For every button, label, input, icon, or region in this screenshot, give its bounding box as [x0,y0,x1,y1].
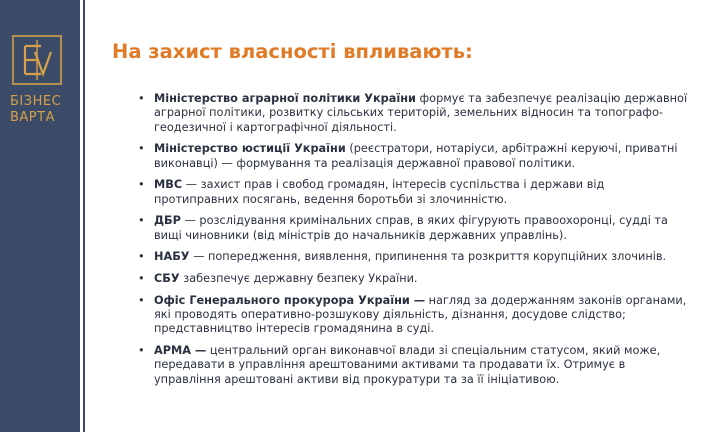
bullet-icon: • [138,92,145,105]
item-text: — попередження, виявлення, припинення та розкриття корупційних злочинів. [189,250,667,264]
bullet-icon: • [138,344,145,357]
bullet-icon: • [138,293,145,307]
list-item [132,214,692,243]
item-bold: ДБР [154,214,181,228]
item-bold: Міністерство аграрної політики України [154,92,416,105]
item-text: центральний орган виконавчої влади зі спеціальним статусом, який може, передавати в управління арештованими активами та продавати їх. Отримує в управління арештовані активи від прокуратури та за її ініціативою. [154,344,661,386]
list-item [132,142,692,171]
bullet-icon: • [138,272,145,285]
item-text: нагляд за додержанням законів органами, які проводять оперативно-розшукову діяльність, дізнання, досудове слідство; представництво інтересів громадянина в суді. [154,293,687,336]
item-bold: Офіс Генерального прокурора України — [154,293,426,307]
bv-logo-icon [11,34,63,86]
item-text: (реєстратори, нотаріуси, арбітражні керуючі, приватні виконавці) — формування та реалізація державної правової політики. [154,142,678,170]
item-bold: МВС [154,178,183,192]
list-item [132,92,692,135]
item-bold: АРМА — [154,344,207,357]
item-bold: Міністерство юстиції України [154,142,346,156]
list-item [132,344,692,387]
list-item [132,294,692,337]
list-item [132,250,692,264]
bullet-icon: • [138,142,145,156]
bullet-icon: • [138,214,145,228]
list-item [132,178,692,207]
bullet-list [132,92,692,394]
list-item [132,272,692,286]
brand-line-2: ВАРТА [10,110,55,125]
item-text: забезпечує державну безпеку України. [179,272,418,285]
item-text: — захист прав і свобод громадян, інтересів суспільства і держави від протиправних посягань, ведення боротьби зі злочинністю. [154,178,605,206]
item-bold: НАБУ [154,250,190,264]
bullet-icon: • [138,250,145,264]
sidebar [0,0,80,432]
brand-name [10,94,76,126]
item-bold: СБУ [154,272,180,285]
brand-line-1: БІЗНЕС [10,94,62,109]
sidebar-divider [83,0,85,432]
item-text: формує та забезпечує реалізацію державної аграрної політики, розвитку сільських територій, земельних відносин та топографо-геодезичної і картографічної діяльності. [154,92,688,134]
slide-title: На захист власності впливають: [112,40,473,63]
item-text: — розслідування кримінальних справ, в яких фігурують правоохоронці, судді та вищі чиновники (від міністрів до начальників державних управлінь). [154,214,668,242]
bullet-icon: • [138,178,145,192]
